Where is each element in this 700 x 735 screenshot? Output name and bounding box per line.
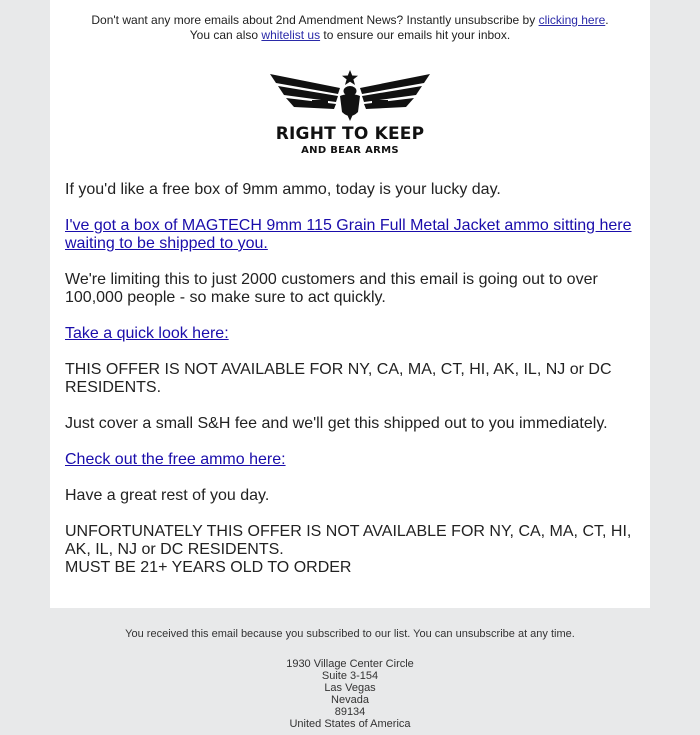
address-line: Las Vegas: [324, 682, 376, 694]
email-content: [65, 181, 640, 577]
age-requirement-paragraph: MUST BE 21+ YEARS OLD TO ORDER: [65, 559, 352, 576]
address-line: 89134: [334, 706, 366, 718]
limit-paragraph: We're limiting this to just 2000 customers and this email is going out to over 100,000 people - so make sure to act quickly.: [65, 271, 598, 306]
email-footer: [0, 628, 700, 730]
quick-look-link[interactable]: Take a quick look here:: [65, 325, 229, 342]
whitelist-text: You can also: [189, 28, 262, 42]
address-line: 1930 Village Center Circle: [286, 658, 414, 670]
logo-subtitle: AND BEAR ARMS: [301, 145, 399, 156]
whitelist-line: [50, 28, 650, 43]
eagle-wings-star-icon: [268, 66, 432, 122]
email-body-card: [50, 0, 650, 608]
brand-logo: [268, 66, 432, 160]
closing-paragraph: Have a great rest of you day.: [65, 487, 270, 504]
intro-paragraph: If you'd like a free box of 9mm ammo, today is your lucky day.: [65, 181, 501, 198]
offer-link[interactable]: I've got a box of MAGTECH 9mm 115 Grain Full Metal Jacket ammo sitting here waiting to be shipped to you.: [65, 217, 632, 252]
address-line: United States of America: [289, 718, 411, 730]
address-line: Suite 3-154: [321, 670, 379, 682]
offer-link-paragraph: [65, 217, 640, 253]
address-line: Nevada: [331, 694, 369, 706]
restriction-paragraph: THIS OFFER IS NOT AVAILABLE FOR NY, CA, MA, CT, HI, AK, IL, NJ or DC RESIDENTS.: [65, 361, 612, 396]
unsubscribe-notice: [50, 13, 650, 43]
quick-look-paragraph: [65, 325, 640, 343]
logo-title: RIGHT TO KEEP: [275, 124, 425, 144]
restriction-repeat-paragraph: UNFORTUNATELY THIS OFFER IS NOT AVAILABLE FOR NY, CA, MA, CT, HI, AK, IL, NJ or DC RESIDENTS.: [65, 523, 632, 558]
whitelist-suffix: to ensure our emails hit your inbox.: [320, 28, 511, 42]
whitelist-link[interactable]: whitelist us: [261, 28, 321, 42]
unsubscribe-line: [50, 13, 650, 28]
unsubscribe-text: Don't want any more emails about 2nd Amendment News? Instantly unsubscribe by: [91, 13, 539, 27]
unsubscribe-link[interactable]: clicking here: [538, 13, 606, 27]
free-ammo-link[interactable]: Check out the free ammo here:: [65, 451, 286, 468]
subscription-note: You received this email because you subscribed to our list. You can unsubscribe at any time.: [125, 628, 575, 640]
shipping-paragraph: Just cover a small S&H fee and we'll get this shipped out to you immediately.: [65, 415, 608, 432]
free-ammo-paragraph: [65, 451, 640, 469]
unsubscribe-suffix: .: [605, 13, 609, 27]
postal-address: [0, 658, 700, 730]
